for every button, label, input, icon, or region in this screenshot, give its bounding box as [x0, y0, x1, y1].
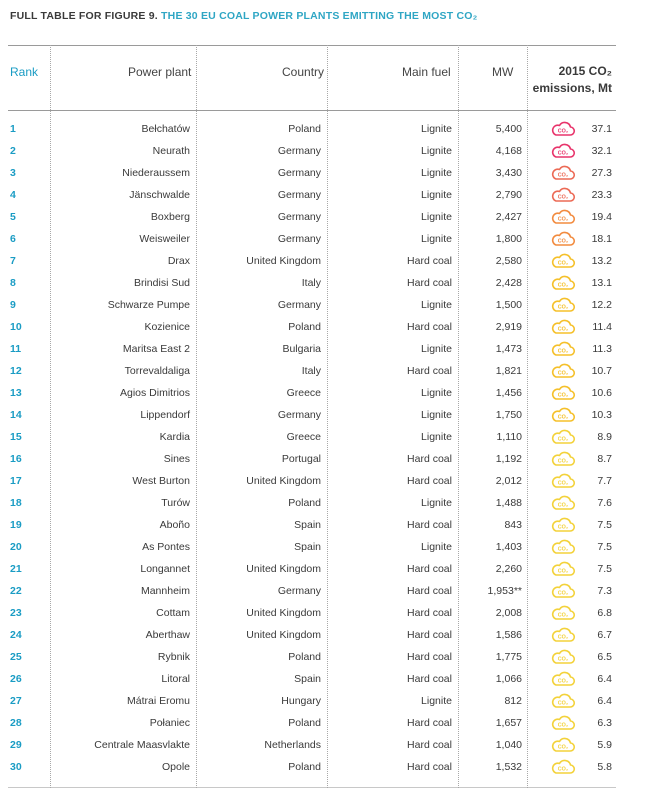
icon-label: CO₂ [557, 480, 569, 487]
emissions-cell: 7.5 [597, 563, 612, 575]
country-cell: Spain [294, 673, 321, 685]
power-plant-cell: Mannheim [140, 585, 190, 597]
main-fuel-cell: Lignite [421, 409, 452, 421]
rank-cell: 11 [10, 343, 22, 355]
mw-cell: 2,790 [495, 189, 522, 201]
header-emissions-line2: emissions, Mt [532, 81, 612, 95]
country-cell: United Kingdom [246, 607, 321, 619]
rank-cell: 25 [10, 651, 22, 663]
co2-cloud-icon [550, 209, 576, 225]
emissions-cell: 11.3 [592, 343, 612, 355]
emissions-cell: 6.4 [597, 695, 612, 707]
mw-cell: 843 [504, 519, 522, 531]
rank-cell: 9 [10, 299, 16, 311]
main-fuel-cell: Hard coal [407, 761, 452, 773]
co2-cloud-icon [550, 605, 576, 621]
power-plant-cell: Rybnik [157, 651, 190, 663]
main-fuel-cell: Hard coal [407, 277, 452, 289]
emissions-cell: 7.5 [597, 541, 612, 553]
rank-cell: 4 [10, 189, 16, 201]
rank-cell: 24 [10, 629, 22, 641]
co2-cloud-icon [550, 165, 576, 181]
main-fuel-cell: Hard coal [407, 519, 452, 531]
table-row [0, 691, 646, 713]
main-fuel-cell: Hard coal [407, 255, 452, 267]
country-cell: Greece [286, 387, 321, 399]
emissions-cell: 7.6 [597, 497, 612, 509]
icon-label: CO₂ [557, 546, 569, 553]
mw-cell: 1,586 [495, 629, 522, 641]
table-row [0, 383, 646, 405]
emissions-cell: 8.7 [597, 453, 612, 465]
table-row [0, 185, 646, 207]
co2-cloud-icon [550, 517, 576, 533]
main-fuel-cell: Hard coal [407, 321, 452, 333]
table-row [0, 493, 646, 515]
main-fuel-cell: Hard coal [407, 673, 452, 685]
rank-cell: 15 [10, 431, 22, 443]
power-plant-cell: Mátrai Eromu [126, 695, 190, 707]
country-cell: Poland [288, 321, 321, 333]
table-row [0, 471, 646, 493]
main-fuel-cell: Hard coal [407, 717, 452, 729]
main-fuel-cell: Lignite [421, 145, 452, 157]
table-row [0, 405, 646, 427]
rank-cell: 13 [10, 387, 22, 399]
header-rule [8, 110, 616, 111]
table-row [0, 251, 646, 273]
rank-cell: 2 [10, 145, 16, 157]
mw-cell: 5,400 [495, 123, 522, 135]
title-prefix: FULL TABLE FOR FIGURE 9. [10, 10, 158, 22]
co2-cloud-icon [550, 539, 576, 555]
power-plant-cell: Weisweiler [139, 233, 190, 245]
emissions-cell: 10.6 [591, 387, 612, 399]
table-title [10, 10, 478, 22]
table-row [0, 537, 646, 559]
emissions-cell: 7.5 [597, 519, 612, 531]
main-fuel-cell: Hard coal [407, 585, 452, 597]
co2-cloud-icon [550, 121, 576, 137]
icon-label: CO₂ [557, 128, 569, 135]
country-cell: United Kingdom [246, 255, 321, 267]
main-fuel-cell: Lignite [421, 343, 452, 355]
mw-cell: 812 [504, 695, 522, 707]
table-row [0, 603, 646, 625]
main-fuel-cell: Hard coal [407, 607, 452, 619]
table-row [0, 119, 646, 141]
co2-cloud-icon [550, 671, 576, 687]
table-row [0, 581, 646, 603]
country-cell: Poland [288, 761, 321, 773]
power-plant-cell: Torrevaldaliga [124, 365, 190, 377]
table-row [0, 361, 646, 383]
emissions-cell: 37.1 [591, 123, 612, 135]
country-cell: United Kingdom [246, 629, 321, 641]
icon-label: CO₂ [557, 282, 569, 289]
mw-cell: 1,456 [495, 387, 522, 399]
power-plant-cell: Kardia [159, 431, 190, 443]
co2-cloud-icon [550, 495, 576, 511]
mw-cell: 2,580 [495, 255, 522, 267]
rank-cell: 17 [10, 475, 22, 487]
co2-cloud-icon [550, 561, 576, 577]
power-plant-cell: Neurath [152, 145, 190, 157]
emissions-cell: 23.3 [591, 189, 612, 201]
co2-cloud-icon [550, 143, 576, 159]
emissions-cell: 7.7 [597, 475, 612, 487]
emissions-cell: 18.1 [591, 233, 612, 245]
icon-label: CO₂ [557, 502, 569, 509]
emissions-cell: 6.8 [597, 607, 612, 619]
rank-cell: 21 [10, 563, 22, 575]
co2-cloud-icon [550, 737, 576, 753]
emissions-cell: 5.8 [597, 761, 612, 773]
table-row [0, 229, 646, 251]
icon-label: CO₂ [557, 700, 569, 707]
power-plant-cell: Agios Dimitrios [119, 387, 190, 399]
icon-label: CO₂ [557, 392, 569, 399]
emissions-cell: 6.5 [597, 651, 612, 663]
rank-cell: 5 [10, 211, 16, 223]
icon-label: CO₂ [557, 194, 569, 201]
icon-label: CO₂ [557, 150, 569, 157]
co2-cloud-icon [550, 583, 576, 599]
emissions-cell: 19.4 [591, 211, 612, 223]
table-row [0, 141, 646, 163]
icon-label: CO₂ [557, 722, 569, 729]
main-fuel-cell: Lignite [421, 233, 452, 245]
icon-label: CO₂ [557, 656, 569, 663]
icon-label: CO₂ [557, 172, 569, 179]
rank-cell: 27 [10, 695, 22, 707]
header-rank: Rank [10, 65, 39, 79]
country-cell: Germany [277, 585, 321, 597]
icon-label: CO₂ [557, 568, 569, 575]
country-cell: Poland [288, 123, 321, 135]
co2-cloud-icon [550, 693, 576, 709]
power-plant-cell: As Pontes [142, 541, 190, 553]
rank-cell: 23 [10, 607, 22, 619]
rank-cell: 26 [10, 673, 22, 685]
rank-cell: 29 [10, 739, 22, 751]
emissions-cell: 12.2 [591, 299, 612, 311]
co2-cloud-icon [550, 187, 576, 203]
mw-cell: 1,488 [495, 497, 522, 509]
rank-cell: 8 [10, 277, 16, 289]
mw-cell: 1,775 [495, 651, 522, 663]
main-fuel-cell: Lignite [421, 497, 452, 509]
co2-cloud-icon [550, 451, 576, 467]
emissions-cell: 6.4 [597, 673, 612, 685]
country-cell: Spain [294, 519, 321, 531]
power-plant-cell: West Burton [132, 475, 190, 487]
country-cell: Poland [288, 717, 321, 729]
country-cell: Spain [294, 541, 321, 553]
power-plant-cell: Litoral [161, 673, 190, 685]
power-plant-cell: Niederaussem [122, 167, 190, 179]
mw-cell: 1,800 [495, 233, 522, 245]
rank-cell: 22 [10, 585, 22, 597]
icon-label: CO₂ [557, 612, 569, 619]
emissions-cell: 7.3 [597, 585, 612, 597]
co2-cloud-icon [550, 473, 576, 489]
main-fuel-cell: Lignite [421, 541, 452, 553]
main-fuel-cell: Hard coal [407, 365, 452, 377]
main-fuel-cell: Lignite [421, 387, 452, 399]
mw-cell: 2,919 [495, 321, 522, 333]
co2-cloud-icon [550, 341, 576, 357]
icon-label: CO₂ [557, 458, 569, 465]
title-main: THE 30 EU COAL POWER PLANTS EMITTING THE MOST CO₂ [161, 10, 478, 22]
icon-label: CO₂ [557, 590, 569, 597]
country-cell: Germany [277, 167, 321, 179]
mw-cell: 1,821 [495, 365, 522, 377]
power-plant-cell: Bełchatów [141, 123, 190, 135]
emissions-cell: 8.9 [597, 431, 612, 443]
co2-cloud-icon [550, 649, 576, 665]
header-power-plant: Power plant [128, 65, 192, 79]
table-row [0, 669, 646, 691]
power-plant-cell: Opole [161, 761, 190, 773]
mw-cell: 4,168 [495, 145, 522, 157]
mw-cell: 1,403 [495, 541, 522, 553]
icon-label: CO₂ [557, 238, 569, 245]
rank-cell: 19 [10, 519, 22, 531]
country-cell: Greece [286, 431, 321, 443]
rank-cell: 7 [10, 255, 16, 267]
main-fuel-cell: Lignite [421, 189, 452, 201]
main-fuel-cell: Hard coal [407, 453, 452, 465]
icon-label: CO₂ [557, 678, 569, 685]
country-cell: Germany [277, 145, 321, 157]
power-plant-cell: Centrale Maasvlakte [94, 739, 190, 751]
rank-cell: 6 [10, 233, 16, 245]
mw-cell: 1,750 [495, 409, 522, 421]
mw-cell: 2,428 [495, 277, 522, 289]
power-plant-cell: Drax [167, 255, 190, 267]
country-cell: Italy [301, 365, 321, 377]
table-row [0, 713, 646, 735]
rank-cell: 20 [10, 541, 22, 553]
table-row [0, 317, 646, 339]
table-row [0, 339, 646, 361]
mw-cell: 2,008 [495, 607, 522, 619]
icon-label: CO₂ [557, 260, 569, 267]
rank-cell: 16 [10, 453, 22, 465]
co2-cloud-icon [550, 627, 576, 643]
emissions-cell: 32.1 [591, 145, 612, 157]
power-plant-cell: Lippendorf [140, 409, 190, 421]
rank-cell: 14 [10, 409, 22, 421]
country-cell: Hungary [281, 695, 321, 707]
emissions-cell: 10.7 [591, 365, 612, 377]
country-cell: Poland [288, 651, 321, 663]
co2-cloud-icon [550, 275, 576, 291]
rank-cell: 30 [10, 761, 22, 773]
header-main-fuel: Main fuel [402, 65, 451, 79]
table-row [0, 295, 646, 317]
main-fuel-cell: Hard coal [407, 651, 452, 663]
mw-cell: 1,110 [496, 431, 522, 443]
bottom-rule [8, 787, 616, 788]
emissions-cell: 6.3 [597, 717, 612, 729]
country-cell: United Kingdom [246, 563, 321, 575]
table-row [0, 625, 646, 647]
power-plant-cell: Boxberg [150, 211, 190, 223]
emissions-cell: 13.2 [591, 255, 612, 267]
icon-label: CO₂ [557, 304, 569, 311]
emissions-cell: 5.9 [597, 739, 612, 751]
rank-cell: 3 [10, 167, 16, 179]
main-fuel-cell: Lignite [421, 299, 452, 311]
main-fuel-cell: Lignite [421, 695, 452, 707]
emissions-cell: 10.3 [591, 409, 612, 421]
mw-cell: 1,473 [495, 343, 522, 355]
co2-cloud-icon [550, 231, 576, 247]
power-plant-cell: Sines [163, 453, 190, 465]
power-plant-cell: Jänschwalde [129, 189, 190, 201]
main-fuel-cell: Hard coal [407, 629, 452, 641]
header-emissions [533, 63, 612, 97]
mw-cell: 1,500 [495, 299, 522, 311]
rank-cell: 1 [10, 123, 16, 135]
icon-label: CO₂ [557, 370, 569, 377]
mw-cell: 2,427 [495, 211, 522, 223]
emissions-cell: 11.4 [592, 321, 612, 333]
rank-cell: 10 [10, 321, 22, 333]
co2-cloud-icon [550, 363, 576, 379]
header-emissions-line1: 2015 CO₂ [558, 64, 612, 78]
icon-label: CO₂ [557, 634, 569, 641]
mw-cell: 2,012 [495, 475, 522, 487]
main-fuel-cell: Lignite [421, 431, 452, 443]
mw-cell: 1,953** [487, 585, 522, 597]
top-rule [8, 45, 616, 46]
country-cell: Poland [288, 497, 321, 509]
country-cell: Germany [277, 409, 321, 421]
header-mw: MW [492, 65, 514, 79]
rank-cell: 18 [10, 497, 22, 509]
power-plant-cell: Cottam [156, 607, 190, 619]
main-fuel-cell: Lignite [421, 167, 452, 179]
co2-cloud-icon [550, 319, 576, 335]
table-row [0, 207, 646, 229]
power-plant-cell: Maritsa East 2 [122, 343, 190, 355]
country-cell: Portugal [281, 453, 321, 465]
emissions-cell: 27.3 [591, 167, 612, 179]
table-row [0, 559, 646, 581]
power-plant-cell: Turów [161, 497, 190, 509]
icon-label: CO₂ [557, 436, 569, 443]
power-plant-cell: Aboño [159, 519, 190, 531]
mw-cell: 1,192 [495, 453, 522, 465]
table-row [0, 647, 646, 669]
main-fuel-cell: Hard coal [407, 475, 452, 487]
header-country: Country [282, 65, 325, 79]
power-plant-cell: Schwarze Pumpe [107, 299, 190, 311]
co2-cloud-icon [550, 759, 576, 775]
country-cell: Germany [277, 211, 321, 223]
country-cell: Germany [277, 233, 321, 245]
icon-label: CO₂ [557, 326, 569, 333]
table-body [0, 119, 646, 779]
co2-cloud-icon [550, 297, 576, 313]
table-row [0, 515, 646, 537]
table-row [0, 163, 646, 185]
rank-cell: 28 [10, 717, 22, 729]
mw-cell: 1,040 [495, 739, 522, 751]
power-plant-cell: Aberthaw [145, 629, 190, 641]
icon-label: CO₂ [557, 766, 569, 773]
icon-label: CO₂ [557, 414, 569, 421]
country-cell: Germany [277, 189, 321, 201]
mw-cell: 1,657 [495, 717, 522, 729]
main-fuel-cell: Hard coal [407, 563, 452, 575]
table-row [0, 757, 646, 779]
table-row [0, 273, 646, 295]
emissions-cell: 13.1 [591, 277, 612, 289]
power-plant-cell: Longannet [140, 563, 190, 575]
emissions-cell: 6.7 [597, 629, 612, 641]
co2-cloud-icon [550, 253, 576, 269]
power-plant-cell: Brindisi Sud [133, 277, 190, 289]
main-fuel-cell: Lignite [421, 123, 452, 135]
co2-cloud-icon [550, 385, 576, 401]
co2-cloud-icon [550, 429, 576, 445]
country-cell: United Kingdom [246, 475, 321, 487]
icon-label: CO₂ [557, 744, 569, 751]
icon-label: CO₂ [557, 524, 569, 531]
mw-cell: 2,260 [495, 563, 522, 575]
mw-cell: 3,430 [495, 167, 522, 179]
co2-cloud-icon [550, 715, 576, 731]
co2-cloud-icon [550, 407, 576, 423]
rank-cell: 12 [10, 365, 22, 377]
mw-cell: 1,532 [495, 761, 522, 773]
country-cell: Germany [277, 299, 321, 311]
table-row [0, 735, 646, 757]
power-plant-cell: Połaniec [149, 717, 190, 729]
country-cell: Bulgaria [282, 343, 321, 355]
table-row [0, 449, 646, 471]
mw-cell: 1,066 [495, 673, 522, 685]
main-fuel-cell: Hard coal [407, 739, 452, 751]
country-cell: Italy [301, 277, 321, 289]
power-plant-cell: Kozienice [144, 321, 190, 333]
icon-label: CO₂ [557, 216, 569, 223]
main-fuel-cell: Lignite [421, 211, 452, 223]
country-cell: Netherlands [264, 739, 321, 751]
table-row [0, 427, 646, 449]
icon-label: CO₂ [557, 348, 569, 355]
